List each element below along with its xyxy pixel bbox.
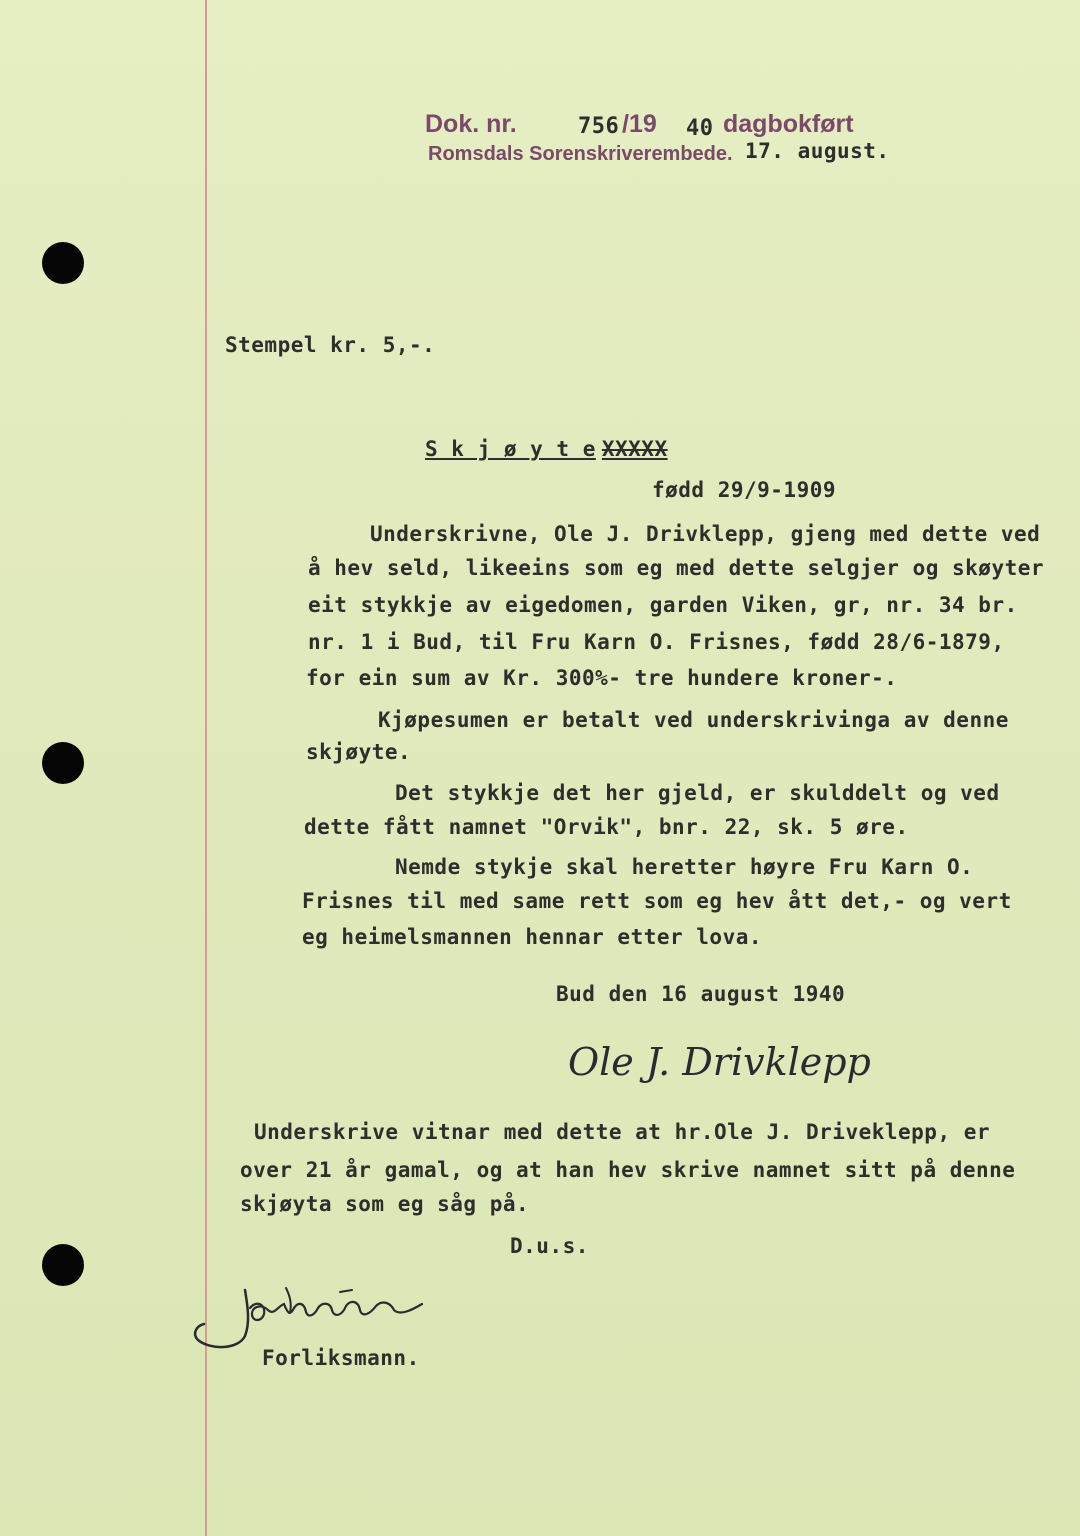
dus-abbreviation: D.u.s. [510, 1234, 589, 1258]
body-line: for ein sum av Kr. 300%- tre hundere kroner-. [306, 666, 898, 690]
year-suffix: 40 [686, 116, 714, 141]
body-line: Det stykkje det her gjeld, er skulddelt og ved [395, 781, 1000, 805]
year-prefix: /19 [622, 110, 657, 138]
body-line: nr. 1 i Bud, til Fru Karn O. Frisnes, fødd 28/6-1879, [308, 630, 1005, 654]
title-text: S k j ø y t e [425, 437, 596, 461]
dok-number: 756 [578, 114, 620, 139]
status-stamp: dagbokført [723, 110, 854, 138]
body-line: eg heimelsmannen hennar etter lova. [302, 925, 763, 949]
stamp-fee: Stempel kr. 5,-. [225, 333, 436, 357]
punch-hole [42, 742, 84, 784]
body-line: å hev seld, likeeins som eg med dette selgjer og skøyter [308, 556, 1045, 580]
witness-title: Forliksmann. [262, 1346, 420, 1370]
body-line: Underskrivne, Ole J. Drivklepp, gjeng med dette ved [370, 522, 1041, 546]
body-line: skjøyte. [306, 740, 412, 764]
witness-line: skjøyta som eg såg på. [240, 1192, 530, 1216]
body-line: dette fått namnet "Orvik", bnr. 22, sk. 5 øre. [304, 815, 909, 839]
body-line: Kjøpesumen er betalt ved underskrivinga av denne [378, 708, 1009, 732]
seller-signature: Ole J. Drivklepp [568, 1040, 871, 1084]
witness-line: Underskrive vitnar med dette at hr.Ole J. Driveklepp, er [254, 1120, 991, 1144]
body-line: eit stykkje av eigedomen, garden Viken, gr, nr. 34 br. [308, 593, 1018, 617]
place-date: Bud den 16 august 1940 [556, 982, 846, 1006]
document-title [425, 437, 668, 461]
punch-hole [42, 242, 84, 284]
record-date: 17. august. [745, 139, 890, 163]
inserted-birth-date: fødd 29/9-1909 [652, 478, 837, 502]
office-stamp: Romsdals Sorenskriverembede. [428, 143, 733, 165]
body-line: Frisnes til med same rett som eg hev ått det,- og vert [302, 889, 1012, 913]
witness-line: over 21 år gamal, og at han hev skrive namnet sitt på denne [240, 1158, 1016, 1182]
punch-hole [42, 1244, 84, 1286]
body-line: Nemde stykje skal heretter høyre Fru Karn O. [395, 855, 974, 879]
dok-label: Dok. nr. [425, 110, 517, 138]
title-struck: XXXXX [601, 437, 668, 461]
